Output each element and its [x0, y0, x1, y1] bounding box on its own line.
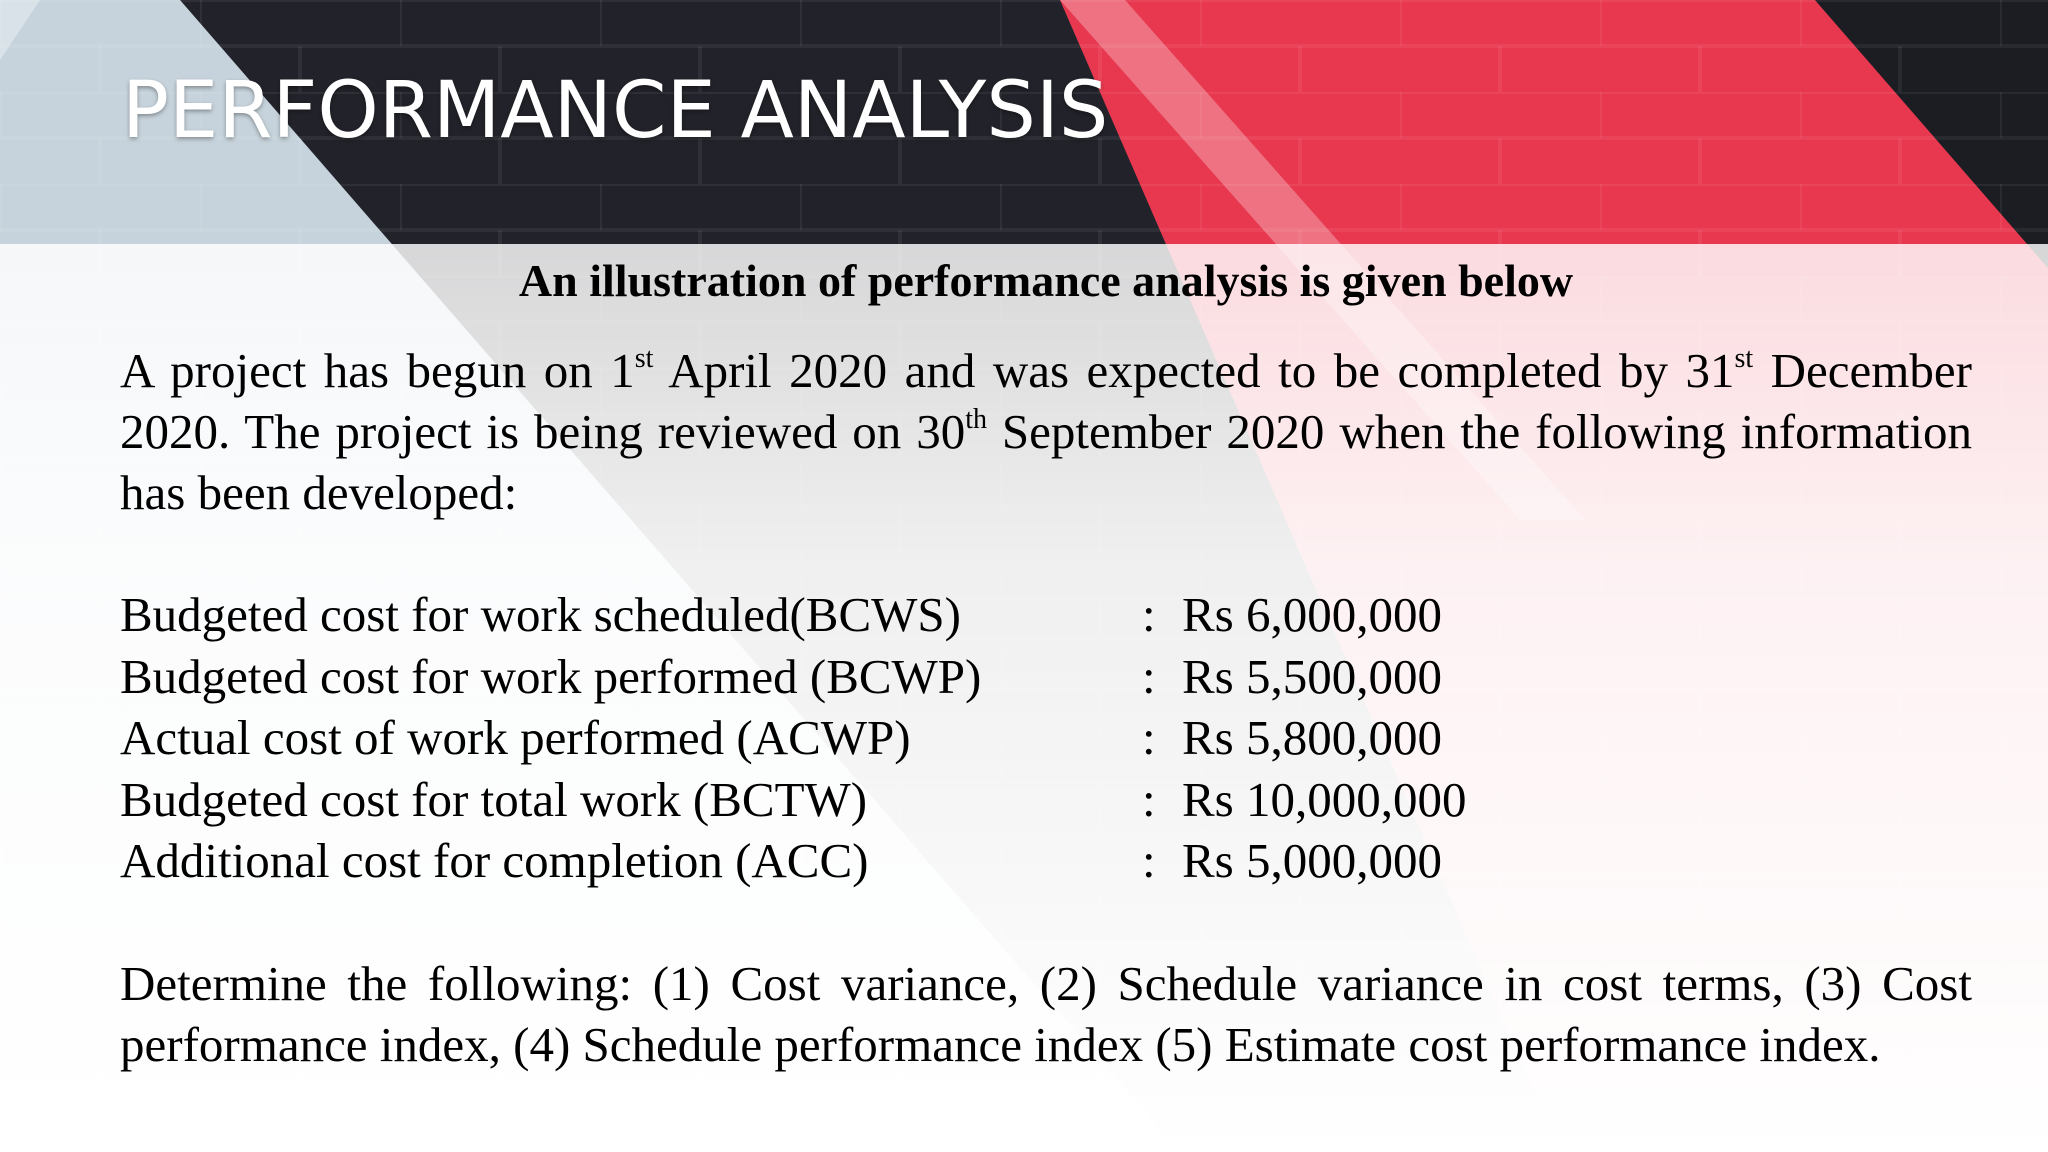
cost-label: Budgeted cost for total work (BCTW): [120, 771, 868, 827]
cost-value: Rs 6,000,000: [1182, 587, 1443, 642]
cost-row-acwp: [120, 707, 1972, 769]
cost-label: Actual cost of work performed (ACWP): [120, 710, 911, 765]
task-paragraph: Determine the following: (1) Cost variance, (2) Schedule variance in cost terms, (3) Cost performance index, (4) Schedule performance index (5) Estimate cost performance index.: [120, 955, 1972, 1072]
cost-value: Rs 5,800,000: [1182, 710, 1443, 765]
slide-subtitle: An illustration of performance analysis is given below: [518, 255, 1574, 306]
cost-label: Budgeted cost for work scheduled(BCWS): [120, 587, 961, 642]
separator: :: [1142, 587, 1156, 642]
cost-row-acc: [120, 830, 1972, 892]
cost-label: Budgeted cost for work performed (BCWP): [120, 648, 982, 704]
slide-body: [120, 250, 1972, 1075]
separator: :: [1142, 771, 1156, 827]
cost-value: Rs 5,000,000: [1182, 833, 1443, 888]
separator: :: [1142, 833, 1156, 888]
intro-paragraph: A project has begun on 1st April 2020 and was expected to be completed by 31st December 2020. The project is being reviewed on 30th September 2020 when the following information has been developed:: [120, 343, 1972, 520]
cost-row-bcws: [120, 584, 1972, 646]
cost-row-bctw: [120, 769, 1972, 831]
cost-row-bcwp: [120, 646, 1972, 708]
cost-label: Additional cost for completion (ACC): [120, 833, 869, 888]
separator: :: [1142, 710, 1156, 765]
cost-value: Rs 5,500,000: [1182, 648, 1443, 704]
slide-title: PERFORMANCE ANALYSIS: [122, 66, 1109, 156]
cost-data-list: [120, 584, 1972, 892]
separator: :: [1142, 648, 1156, 704]
cost-value: Rs 10,000,000: [1182, 771, 1467, 827]
